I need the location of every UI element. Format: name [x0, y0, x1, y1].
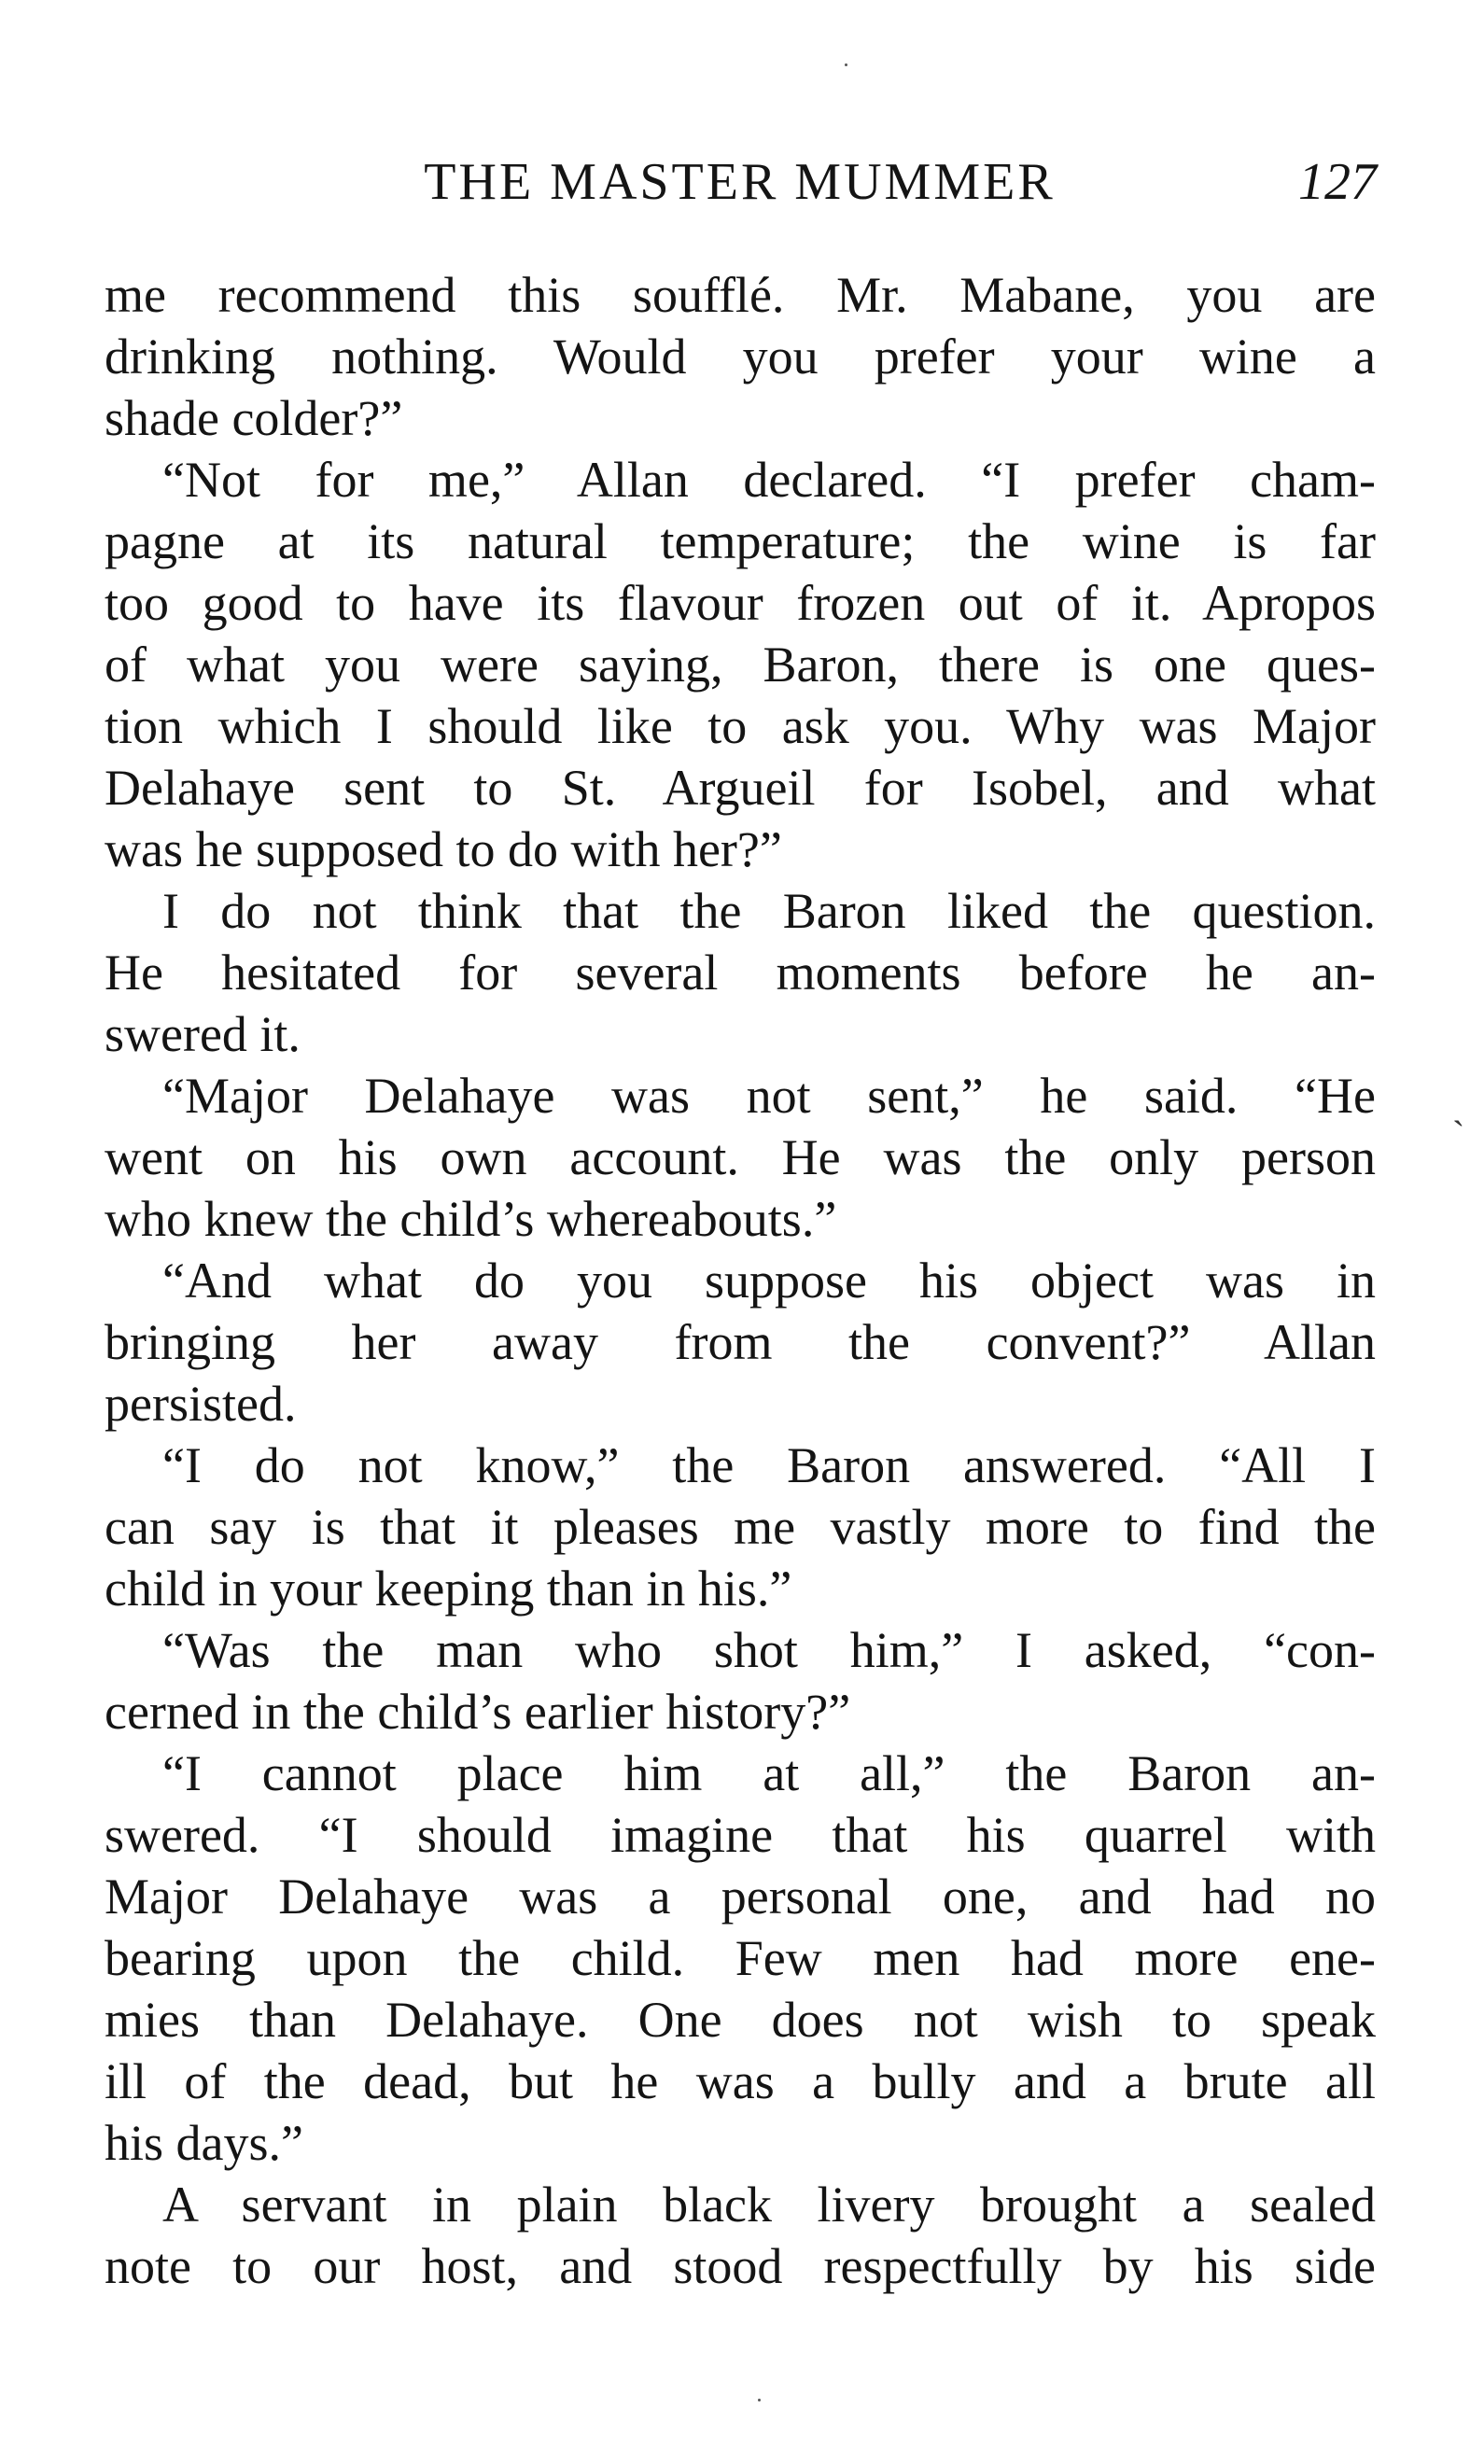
running-header — [103, 149, 1377, 215]
text-line: “Major Delahaye was not sent,” he said. “He — [162, 1068, 1376, 1124]
text-line: me recommend this soufflé. Mr. Mabane, you are — [105, 267, 1376, 323]
text-line: can say is that it pleases me vastly more to find the — [105, 1499, 1376, 1555]
text-line: Delahaye sent to St. Argueil for Isobel, and what — [105, 760, 1376, 816]
text-line: “Not for me,” Allan declared. “I prefer cham- — [162, 452, 1376, 508]
text-line: bearing upon the child. Few men had more ene- — [105, 1930, 1376, 1986]
text-line: his days.” — [105, 2115, 303, 2171]
text-line: shade colder?” — [105, 390, 403, 446]
text-line: persisted. — [105, 1376, 297, 1432]
text-line: ill of the dead, but he was a bully and a brute all — [105, 2053, 1376, 2109]
text-line: swered it. — [105, 1006, 301, 1062]
running-title: THE MASTER MUMMER — [424, 153, 1056, 211]
paper-speck — [758, 2399, 761, 2401]
text-line: Major Delahaye was a personal one, and had no — [105, 1869, 1376, 1925]
text-line: was he supposed to do with her?” — [105, 821, 782, 877]
text-line: child in your keeping than in his.” — [105, 1561, 792, 1617]
text-line: bringing her away from the convent?” Allan — [105, 1314, 1376, 1370]
text-line: drinking nothing. Would you prefer your wine a — [105, 329, 1376, 385]
text-line: I do not think that the Baron liked the question. — [162, 883, 1376, 939]
text-line: “I cannot place him at all,” the Baron an- — [162, 1745, 1376, 1801]
text-line: too good to have its flavour frozen out of it. Apropos — [105, 575, 1376, 631]
text-line: A servant in plain black livery brought a sealed — [162, 2177, 1376, 2233]
paper-speck — [845, 63, 847, 66]
page-number: 127 — [1298, 153, 1377, 211]
text-line: of what you were saying, Baron, there is one ques- — [105, 637, 1376, 693]
text-line: mies than Delahaye. One does not wish to speak — [105, 1992, 1376, 2048]
text-line: tion which I should like to ask you. Why was Major — [105, 698, 1376, 754]
text-line: note to our host, and stood respectfully by his side — [105, 2238, 1376, 2294]
text-line: “And what do you suppose his object was in — [162, 1253, 1376, 1309]
text-line: pagne at its natural temperature; the wine is far — [105, 513, 1376, 569]
body-text — [105, 264, 1376, 2297]
text-line: who knew the child’s whereabouts.” — [105, 1191, 837, 1247]
margin-mark: ˎ — [1452, 1085, 1465, 1127]
text-line: “I do not know,” the Baron answered. “All I — [162, 1437, 1376, 1493]
text-line: “Was the man who shot him,” I asked, “con- — [162, 1622, 1376, 1678]
text-line: cerned in the child’s earlier history?” — [105, 1684, 851, 1740]
text-line: swered. “I should imagine that his quarrel with — [105, 1807, 1376, 1863]
text-line: He hesitated for several moments before he an- — [105, 945, 1376, 1001]
text-line: went on his own account. He was the only person — [105, 1129, 1376, 1185]
